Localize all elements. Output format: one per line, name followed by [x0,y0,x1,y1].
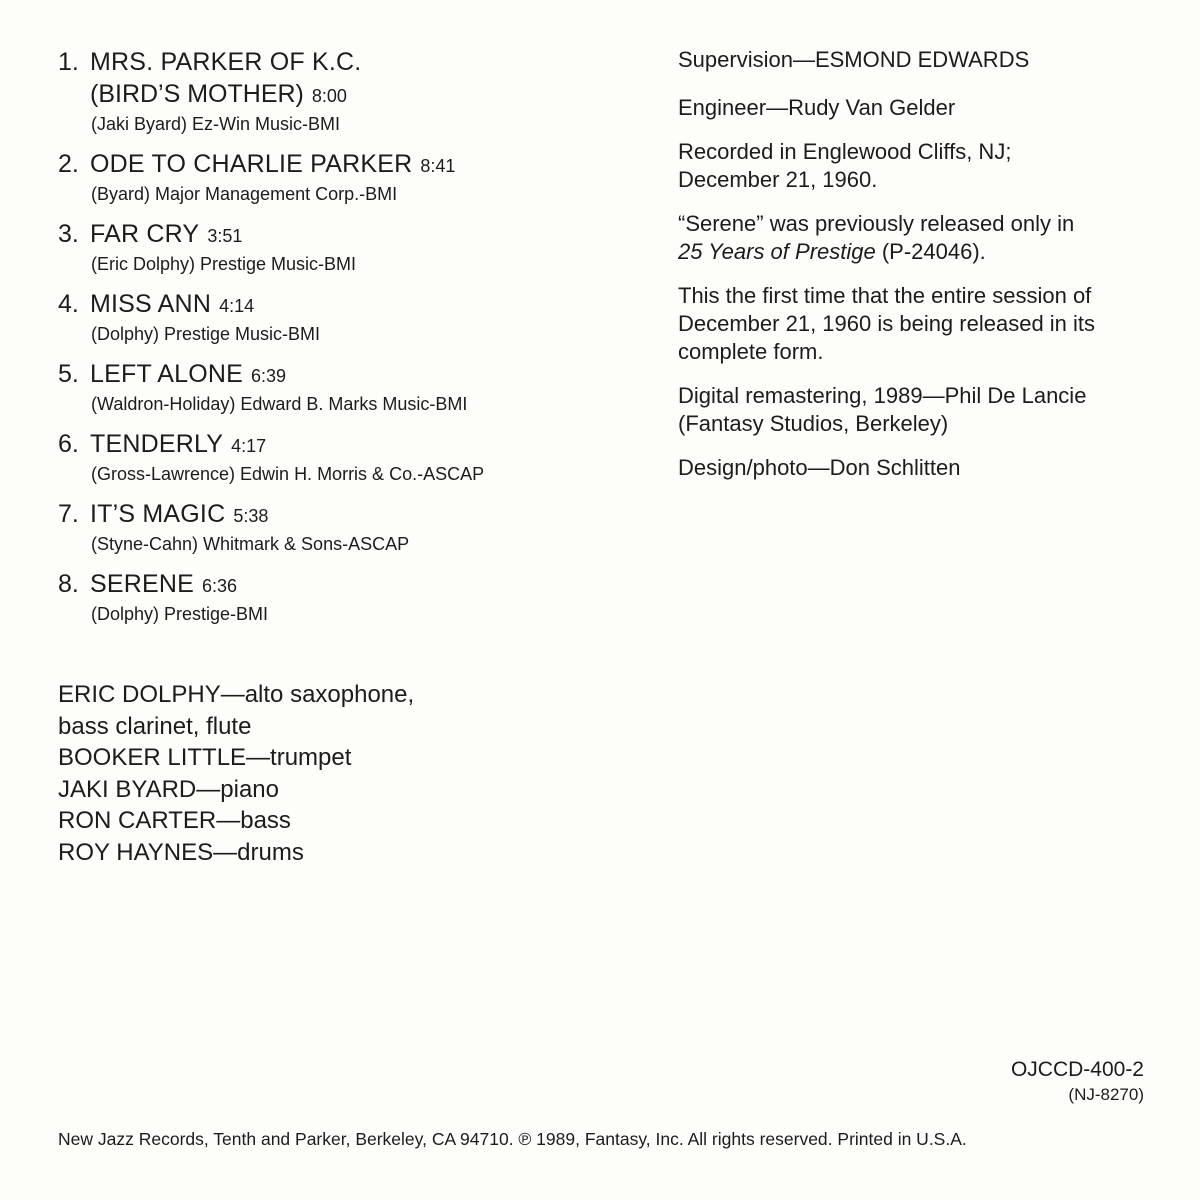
personnel-line: BOOKER LITTLE—trumpet [58,744,352,771]
session-note [678,282,1158,366]
track-item [58,428,618,486]
track-title: LEFT ALONE [90,360,243,388]
track-header [58,498,618,532]
track-header [58,288,618,322]
session-note-line: This the first time that the entire session of [678,283,1092,308]
track-number: 1. [58,48,79,76]
serene-note [678,210,1158,266]
personnel-line: ROY HAYNES—drums [58,838,304,866]
track-title: MISS ANN [90,290,212,318]
track-item [58,498,618,556]
remastering-studio: (Fantasy Studios, Berkeley) [678,411,949,436]
track-credit: (Dolphy) Prestige Music-BMI [91,324,321,344]
track-number: 4. [58,290,79,318]
track-item [58,218,618,276]
track-credit: (Eric Dolphy) Prestige Music-BMI [91,254,357,274]
track-title: SERENE [90,570,195,598]
personnel-line: RON CARTER—bass [58,807,291,834]
track-number: 5. [58,360,79,388]
track-title: MRS. PARKER OF K.C. [90,48,362,76]
track-credit: (Byard) Major Management Corp.-BMI [91,184,398,204]
track-duration: 8:41 [420,156,456,176]
track-credit: (Jaki Byard) Ez-Win Music-BMI [91,114,341,134]
design-credit: Design/photo—Don Schlitten [678,455,961,480]
track-credit: (Gross-Lawrence) Edwin H. Morris & Co.-ASCAP [91,464,485,484]
track-number: 8. [58,570,79,598]
recording-info [678,138,1158,194]
engineer-credit: Engineer—Rudy Van Gelder [678,95,956,120]
serene-note-line: “Serene” was previously released only in [678,211,1075,236]
track-duration: 6:39 [251,366,287,386]
track-number: 3. [58,220,79,248]
track-credit: (Waldron-Holiday) Edward B. Marks Music-BMI [91,394,468,414]
track-duration: 6:36 [202,576,238,596]
recording-location: Recorded in Englewood Cliffs, NJ; [678,139,1012,164]
original-catalog-number: (NJ-8270) [1068,1085,1144,1104]
track-item [58,358,618,416]
track-duration: 5:38 [233,506,269,526]
track-item [58,568,618,626]
track-credit: (Styne-Cahn) Whitmark & Sons-ASCAP [91,534,410,554]
track-number: 6. [58,430,79,458]
track-title: IT’S MAGIC [90,500,226,528]
track-duration: 4:17 [231,436,267,456]
remastering-line: Digital remastering, 1989—Phil De Lancie [678,383,1087,408]
track-credit: (Dolphy) Prestige-BMI [91,604,269,624]
track-duration: 3:51 [207,226,243,246]
track-title: ODE TO CHARLIE PARKER [90,150,413,178]
track-header [58,358,618,392]
track-title: FAR CRY [90,220,200,248]
track-item [58,46,618,136]
personnel-line: bass clarinet, flute [58,712,252,740]
supervision-credit: Supervision—ESMOND EDWARDS [678,47,1030,72]
production-credits [678,46,1158,498]
track-duration: 8:00 [311,86,347,106]
track-list [58,46,618,638]
track-item [58,148,618,206]
track-header [58,428,618,462]
catalog-numbers [1011,1057,1144,1107]
track-item [58,288,618,346]
album-title: 25 Years of Prestige [678,239,876,264]
track-title-line2: (BIRD’S MOTHER) [90,80,304,108]
personnel-line: JAKI BYARD—piano [58,775,279,803]
catalog-number: OJCCD-400-2 [1010,1058,1144,1081]
recording-date: December 21, 1960. [678,167,878,192]
personnel-line: ERIC DOLPHY—alto saxophone, [58,681,415,708]
album-catalog-number: (P-24046). [875,239,986,264]
session-note-line: complete form. [678,339,824,364]
copyright-footer: New Jazz Records, Tenth and Parker, Berkeley, CA 94710. ℗ 1989, Fantasy, Inc. All rights reserved. Printed in U.S.A. [58,1129,967,1149]
track-number: 7. [58,500,79,528]
track-number: 2. [58,150,79,178]
track-header [58,568,618,602]
track-header [58,218,618,252]
track-header [58,148,618,182]
personnel-list [58,679,578,868]
track-duration: 4:14 [219,296,255,316]
remastering-credit [678,382,1158,438]
track-header [58,46,618,112]
track-title: TENDERLY [90,430,224,458]
session-note-line: December 21, 1960 is being released in its [678,311,1096,336]
